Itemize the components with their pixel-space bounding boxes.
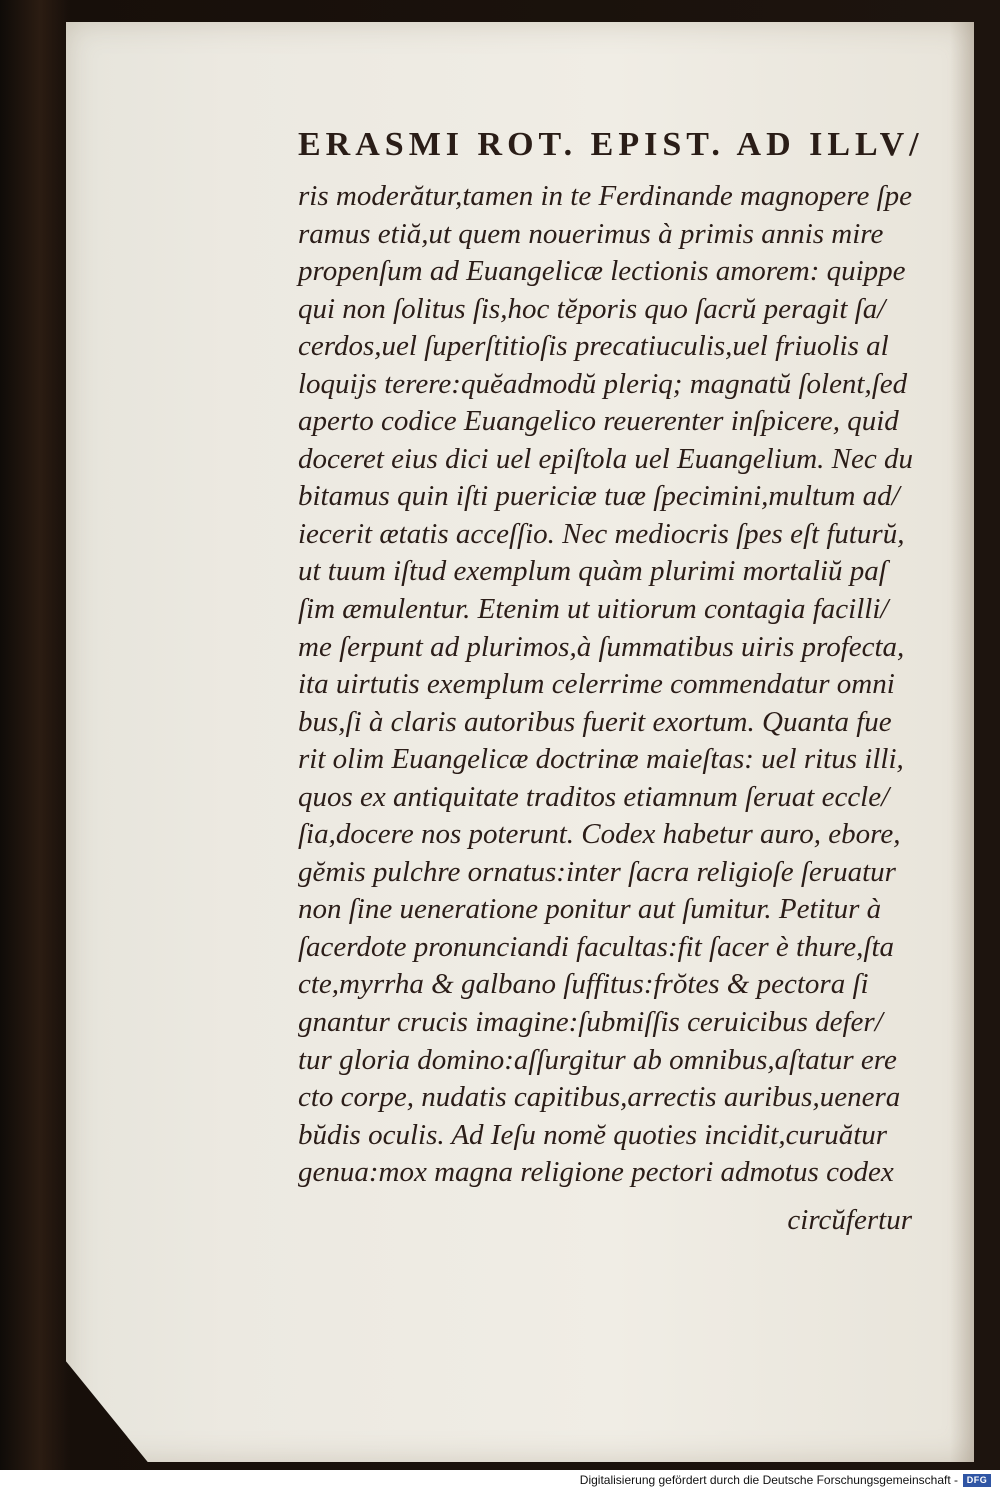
text-line: ſacerdote pronunciandi facultas:fit ſacer è thure,ſta — [298, 930, 895, 963]
text-line: cerdos,uel ſuperſtitioſis precatiuculis,uel friuolis al — [298, 330, 889, 363]
text-line: ita uirtutis exemplum celerrime commendatur omni — [298, 668, 895, 701]
catchword: circŭfertur — [787, 1204, 912, 1236]
running-head: ERASMI ROT. EPIST. AD ILLV/ — [298, 126, 924, 163]
text-line: bus,ſi à claris autoribus fuerit exortum. Quanta fue — [298, 705, 892, 738]
text-line: ſim æmulentur. Etenim ut uitiorum contagia facilli/ — [298, 593, 889, 626]
footer-bar — [0, 1470, 1000, 1491]
text-line: ut tuum iſtud exemplum quàm plurimi mortaliŭ paſ — [298, 555, 887, 588]
page-text — [298, 178, 920, 1192]
text-line: gnantur crucis imagine:ſubmiſſis ceruicibus defer/ — [298, 1006, 883, 1039]
dfg-logo-icon: DFG — [963, 1474, 991, 1487]
text-line: ramus etiă,ut quem nouerimus à primis annis mire — [298, 217, 884, 250]
text-line: non ſine ueneratione ponitur aut ſumitur. Petitur à — [298, 893, 882, 926]
text-line: me ſerpunt ad plurimos,à ſummatibus uiris profecta, — [298, 630, 905, 663]
text-line: bitamus quin iſti puericiæ tuæ ſpecimini,multum ad/ — [298, 480, 900, 513]
text-line: ris moderătur,tamen in te Ferdinande magnopere ſpe — [298, 180, 913, 212]
text-line: propenſum ad Euangelicæ lectionis amorem: quippe — [298, 255, 906, 288]
text-line: aperto codice Euangelico reuerenter inſpicere, quid — [298, 405, 899, 438]
funding-credit: Digitalisierung gefördert durch die Deutsche Forschungsgemeinschaft - — [579, 1473, 958, 1487]
text-line: cte,myrrha & galbano ſuffitus:frŏtes & pectora ſi — [298, 968, 869, 1001]
text-line: iecerit ætatis acceſſio. Nec mediocris ſpes eſt futurŭ, — [298, 517, 905, 550]
text-line: loquijs terere:quĕadmodŭ pleriq; magnatŭ ſolent,ſed — [298, 367, 908, 400]
text-line: tur gloria domino:aſſurgitur ab omnibus,aſtatur ere — [298, 1043, 897, 1076]
text-line: genua:mox magna religione pectori admotus codex — [298, 1156, 894, 1189]
text-line: rit olim Euangelicæ doctrinæ maieſtas: uel ritus illi, — [298, 743, 904, 776]
text-line: cto corpe, nudatis capitibus,arrectis auribus,uenera — [298, 1081, 901, 1114]
text-line: doceret eius dici uel epiſtola uel Euangelium. Nec du — [298, 442, 914, 475]
text-line: bŭdis oculis. Ad Ieſu nomĕ quoties incidit,curuătur — [298, 1118, 888, 1151]
text-line: gĕmis pulchre ornatus:inter ſacra religioſe ſeruatur — [298, 855, 896, 888]
text-line: qui non ſolitus ſis,hoc tĕporis quo ſacrŭ peragit ſa/ — [298, 292, 886, 325]
text-line: ſia,docere nos poterunt. Codex habetur auro, ebore, — [298, 818, 901, 851]
text-line: quos ex antiquitate traditos etiamnum ſeruat eccle/ — [298, 780, 890, 813]
